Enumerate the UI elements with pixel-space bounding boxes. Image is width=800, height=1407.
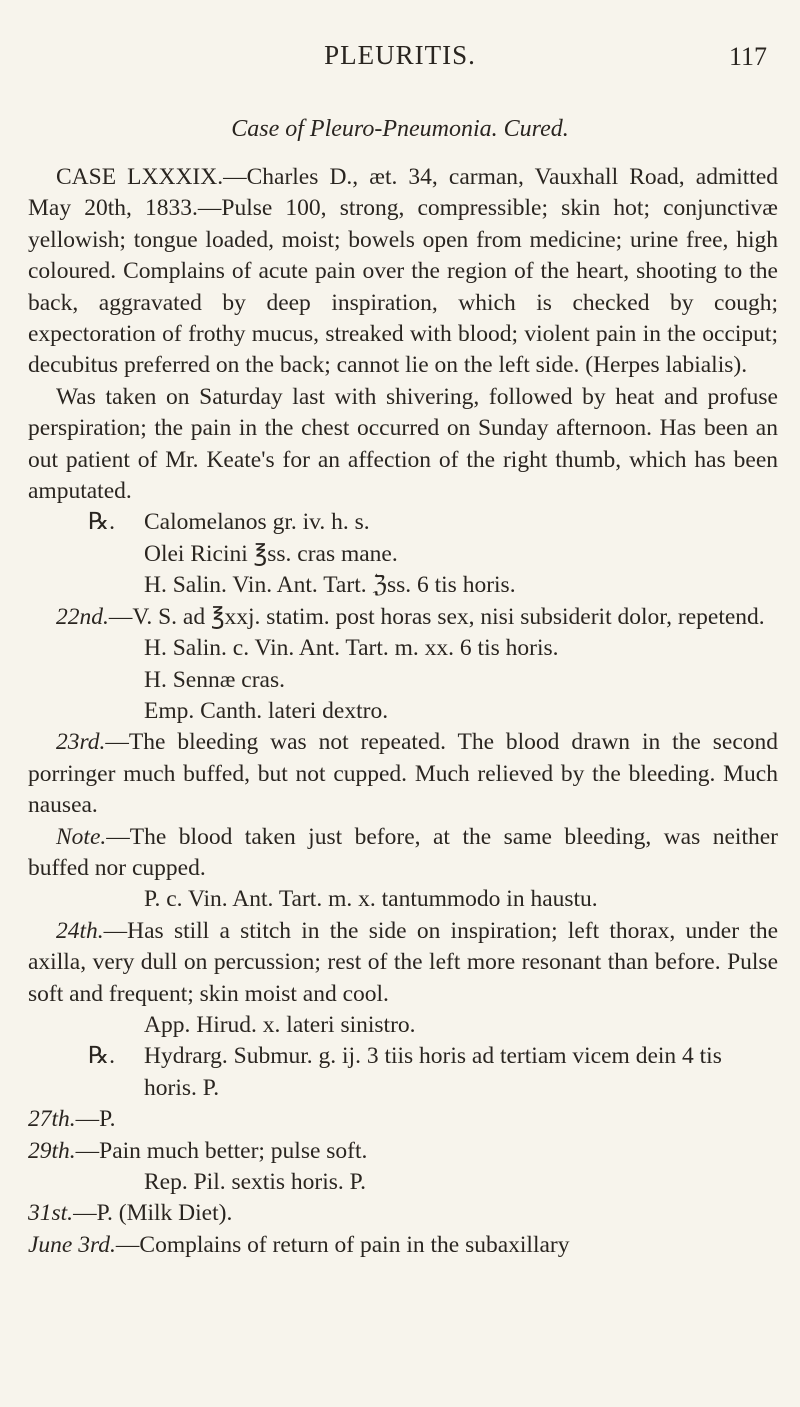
- entry-text: —The bleeding was not repeated. The blood drawn in the second porringer much buffed, but not cupped. Much relieved by the bleeding. Much nausea.: [28, 729, 778, 819]
- prescription-line: Emp. Canth. lateri dextro.: [144, 697, 389, 724]
- running-title: PLEURITIS.: [324, 40, 476, 70]
- prescription-line: H. Salin. Vin. Ant. Tart. ℨss. 6 tis horis.: [144, 572, 516, 599]
- entry-text: —Has still a stitch in the side on inspiration; left thorax, under the axilla, very dull on percussion; rest of the left more resonant than before. Pulse soft and frequent; skin moist and cool.: [28, 917, 778, 1007]
- entry-text: —Pain much better; pulse soft.: [75, 1137, 368, 1164]
- note-paragraph: [28, 822, 778, 885]
- entry-29th: [28, 1136, 778, 1167]
- entry-text: —P.: [75, 1106, 116, 1133]
- entry-27th: [28, 1104, 778, 1135]
- prescription-line: H. Sennæ cras.: [144, 666, 285, 693]
- entry-text: —Complains of return of pain in the subaxillary: [115, 1231, 570, 1258]
- page-number: 117: [728, 42, 767, 71]
- entry-22nd: [28, 602, 778, 633]
- recipe-symbol: ℞.: [88, 509, 115, 536]
- prescription-line: Rep. Pil. sextis horis. P.: [144, 1169, 366, 1195]
- entry-june-3rd: [28, 1230, 778, 1261]
- entry-24th: [28, 916, 778, 1010]
- prescription-text: Calomelanos gr. iv. h. s.: [144, 509, 370, 536]
- entry-date: June 3rd.: [28, 1231, 116, 1258]
- prescription-line: P. c. Vin. Ant. Tart. m. x. tantummodo in haustu.: [144, 886, 598, 913]
- entry-date: 27th.: [28, 1106, 76, 1133]
- prescription-line: [28, 507, 778, 538]
- entry-date: 31st.: [28, 1200, 74, 1227]
- case-title: Case of Pleuro-Pneumonia. Cured.: [231, 116, 569, 142]
- entry-date: 23rd.: [56, 729, 106, 756]
- entry-23rd: [28, 727, 778, 821]
- entry-31st: [28, 1198, 778, 1229]
- entry-text: —V. S. ad ℥xxj. statim. post horas sex, nisi subsiderit dolor, repetend.: [108, 603, 765, 630]
- case-body: [28, 162, 778, 1261]
- prescription-line: App. Hirud. x. lateri sinistro.: [144, 1011, 416, 1038]
- prescription-1: [28, 507, 778, 601]
- prescription-text: Hydrarg. Submur. g. ij. 3 tiis horis ad tertiam vicem dein 4 tis horis. P.: [144, 1043, 722, 1101]
- note-label: Note.: [56, 823, 107, 850]
- entry-text: —P. (Milk Diet).: [73, 1200, 233, 1227]
- note-text: —The blood taken just before, at the same bleeding, was neither buffed nor cupped.: [28, 823, 778, 881]
- entry-date: 29th.: [28, 1137, 76, 1164]
- entry-date: 24th.: [56, 917, 104, 944]
- prescription-line: [28, 1041, 778, 1104]
- prescription-line: H. Salin. c. Vin. Ant. Tart. m. xx. 6 tis horis.: [144, 635, 559, 662]
- page-header: [0, 40, 800, 80]
- prescription-line: Olei Ricini ℥ss. cras mane.: [144, 540, 398, 567]
- entry-date: 22nd.: [56, 603, 109, 630]
- case-intro-paragraph: CASE LXXXIX.—Charles D., æt. 34, carman, Vauxhall Road, admitted May 20th, 1833.—Pulse 100, strong, compressible; skin hot; conjunctivæ yellowish; tongue loaded, moist; bowels open from medicine; urine free, high coloured. Complains of acute pain over the region of the heart, shooting to the back, aggravated by deep inspiration, which is checked by cough; expectoration of frothy mucus, streaked with blood; violent pain in the occiput; decubitus preferred on the back; cannot lie on the left side. (Herpes labialis).: [28, 164, 778, 379]
- recipe-symbol: ℞.: [88, 1043, 115, 1070]
- case-history-paragraph: Was taken on Saturday last with shivering, followed by heat and profuse perspiration; the pain in the chest occurred on Sunday afternoon. Has been an out patient of Mr. Keate's for an affection of the right thumb, which has been amputated.: [28, 383, 778, 505]
